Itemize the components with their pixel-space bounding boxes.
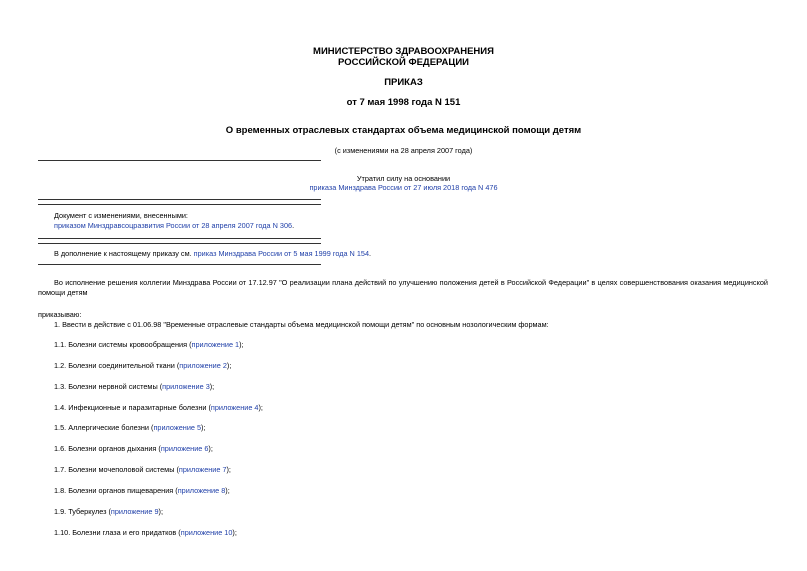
status-text: Утратил силу на основании [356, 174, 451, 183]
divider [38, 199, 321, 200]
clause-1: 1. Ввести в действие с 01.06.98 "Временные отраслевые стандарты объема медицинской помощи детям" по основным нозологическим формам: [54, 320, 549, 329]
amendment-order-link[interactable]: приказом Минздравсоцразвития России от 28 апреля 2007 года N 306 [54, 221, 293, 230]
list-item: 1.8. Болезни органов пищеварения (приложение 8); [54, 486, 230, 495]
divider [38, 204, 321, 205]
appendix-link[interactable]: приложение 6 [160, 444, 209, 453]
divider [38, 264, 321, 265]
document-date-number: от 7 мая 1998 года N 151 [346, 97, 461, 108]
supplementary-order-link[interactable]: приказ Минздрава России от 5 мая 1999 года N 154 [193, 249, 370, 258]
document-subject: О временных отраслевых стандартах объема медицинской помощи детям [225, 125, 582, 136]
repeal-order-link[interactable]: приказа Минздрава России от 27 июля 2018 года N 476 [309, 183, 498, 192]
list-item: 1.1. Болезни системы кровообращения (приложение 1); [54, 340, 244, 349]
appendix-link[interactable]: приложение 4 [210, 403, 259, 412]
list-item: 1.3. Болезни нервной системы (приложение 3); [54, 382, 215, 391]
appendix-link[interactable]: приложение 3 [162, 382, 210, 391]
appendix-link[interactable]: приложение 1 [191, 340, 240, 349]
addition-line [54, 249, 371, 258]
addition-prefix: В дополнение к настоящему приказу см. [54, 249, 192, 258]
divider [38, 160, 321, 161]
list-item: 1.4. Инфекционные и паразитарные болезни (приложение 4); [54, 403, 263, 412]
ministry-name-line2: РОССИЙСКОЙ ФЕДЕРАЦИИ [337, 57, 469, 68]
appendix-link[interactable]: приложение 10 [180, 528, 233, 537]
addition-end: . [369, 249, 372, 258]
preamble-line2: помощи детям [38, 288, 88, 297]
divider [38, 243, 321, 244]
list-item: 1.2. Болезни соединительной ткани (приложение 2); [54, 361, 232, 370]
appendix-link[interactable]: приложение 5 [153, 423, 202, 432]
amendments-note: (с изменениями на 28 апреля 2007 года) [334, 146, 473, 155]
list-item: 1.5. Аллергические болезни (приложение 5); [54, 423, 206, 432]
list-item: 1.7. Болезни мочеполовой системы (приложение 7); [54, 465, 231, 474]
preamble-line1: Во исполнение решения коллегии Минздрава России от 17.12.97 "О реализации плана действий по улучшению положения детей в Российской Федерации" в целях совершенствования оказания медицинской [54, 278, 768, 287]
document-type: ПРИКАЗ [384, 77, 423, 88]
changes-line [54, 221, 294, 230]
list-item: 1.9. Туберкулез (приложение 9); [54, 507, 163, 516]
appendix-link[interactable]: приложение 8 [177, 486, 226, 495]
order-word: приказываю: [38, 310, 82, 319]
divider [38, 238, 321, 239]
list-item: 1.6. Болезни органов дыхания (приложение 6); [54, 444, 213, 453]
changes-label: Документ с изменениями, внесенными: [54, 211, 188, 220]
list-item: 1.10. Болезни глаза и его придатков (приложение 10); [54, 528, 237, 537]
appendix-link[interactable]: приложение 2 [179, 361, 227, 370]
appendix-link[interactable]: приложение 9 [110, 507, 159, 516]
ministry-name-line1: МИНИСТЕРСТВО ЗДРАВООХРАНЕНИЯ [313, 46, 494, 57]
appendix-link[interactable]: приложение 7 [178, 465, 227, 474]
changes-end: . [292, 221, 295, 230]
